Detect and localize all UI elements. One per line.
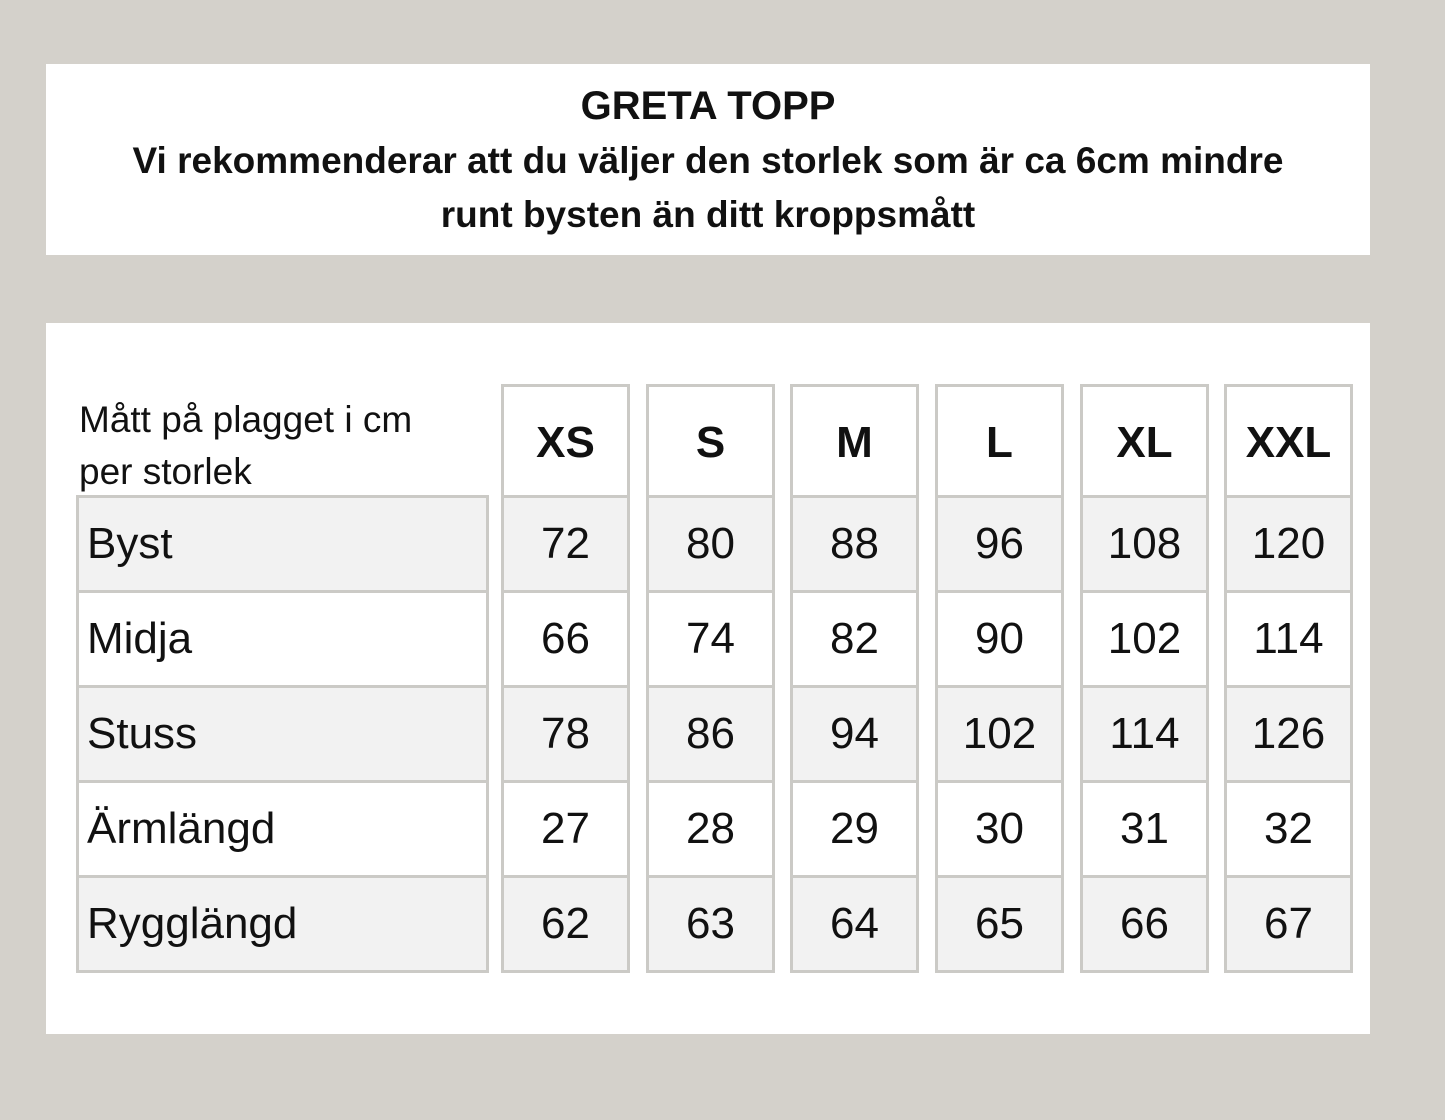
table-caption <box>79 394 489 498</box>
table-caption-line-2: per storlek <box>79 451 252 492</box>
value-cell: 31 <box>1083 783 1206 878</box>
value-cell: 66 <box>1083 878 1206 973</box>
row-label-rygglangd: Rygglängd <box>79 878 486 973</box>
size-column-m <box>790 384 919 973</box>
value-cell: 80 <box>649 498 772 593</box>
row-label-armlangd: Ärmlängd <box>79 783 486 878</box>
value-cell: 72 <box>504 498 627 593</box>
value-cell: 74 <box>649 593 772 688</box>
value-cell: 82 <box>793 593 916 688</box>
value-cell: 94 <box>793 688 916 783</box>
value-cell: 126 <box>1227 688 1350 783</box>
value-cell: 90 <box>938 593 1061 688</box>
table-caption-line-1: Mått på plagget i cm <box>79 399 413 440</box>
row-label-stuss: Stuss <box>79 688 486 783</box>
size-header: XXL <box>1227 387 1350 498</box>
recommendation-text-line-1: Vi rekommenderar att du väljer den storlek som är ca 6cm mindre <box>132 140 1284 181</box>
value-cell: 62 <box>504 878 627 973</box>
size-column-l <box>935 384 1064 973</box>
recommendation-text-line-2: runt bysten än ditt kroppsmått <box>440 194 976 235</box>
row-label-midja: Midja <box>79 593 486 688</box>
value-cell: 102 <box>938 688 1061 783</box>
row-label-byst: Byst <box>79 498 486 593</box>
value-cell: 96 <box>938 498 1061 593</box>
value-cell: 66 <box>504 593 627 688</box>
header-panel <box>46 64 1370 255</box>
value-cell: 86 <box>649 688 772 783</box>
size-column-xs <box>501 384 630 973</box>
size-header: XL <box>1083 387 1206 498</box>
value-cell: 27 <box>504 783 627 878</box>
size-column-xl <box>1080 384 1209 973</box>
value-cell: 65 <box>938 878 1061 973</box>
measurement-labels <box>76 495 489 973</box>
value-cell: 67 <box>1227 878 1350 973</box>
value-cell: 64 <box>793 878 916 973</box>
size-table-panel <box>46 323 1370 1034</box>
value-cell: 32 <box>1227 783 1350 878</box>
value-cell: 30 <box>938 783 1061 878</box>
size-header: L <box>938 387 1061 498</box>
value-cell: 63 <box>649 878 772 973</box>
value-cell: 102 <box>1083 593 1206 688</box>
size-header: S <box>649 387 772 498</box>
value-cell: 108 <box>1083 498 1206 593</box>
value-cell: 114 <box>1083 688 1206 783</box>
size-header: M <box>793 387 916 498</box>
value-cell: 78 <box>504 688 627 783</box>
size-header: XS <box>504 387 627 498</box>
value-cell: 28 <box>649 783 772 878</box>
value-cell: 114 <box>1227 593 1350 688</box>
size-column-xxl <box>1224 384 1353 973</box>
value-cell: 88 <box>793 498 916 593</box>
value-cell: 120 <box>1227 498 1350 593</box>
value-cell: 29 <box>793 783 916 878</box>
size-column-s <box>646 384 775 973</box>
page-title: GRETA TOPP <box>580 84 836 128</box>
